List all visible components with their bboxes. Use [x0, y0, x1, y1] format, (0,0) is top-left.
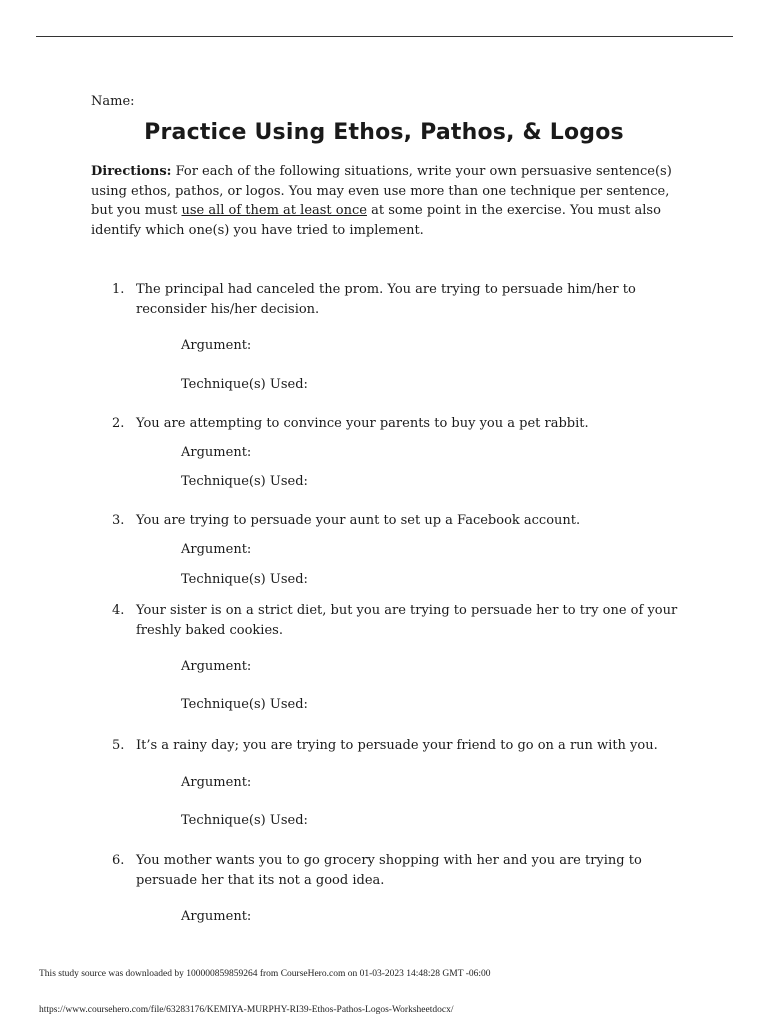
- question-text: You are attempting to convince your parents to buy you a pet rabbit.: [136, 416, 589, 431]
- argument-label: Argument:: [181, 909, 252, 924]
- question-number: 5.: [112, 738, 125, 753]
- directions-text-before: For each of the following situations, write your own persuasive sentence(s) using ethos, pathos, or logos. You may even use more than one technique per sentence, but you must: [91, 164, 672, 218]
- argument-label: Argument:: [181, 659, 252, 674]
- question-number: 2.: [112, 416, 125, 431]
- directions: [91, 162, 676, 240]
- question-number: 1.: [112, 282, 125, 297]
- directions-label: Directions:: [91, 164, 172, 179]
- page-title: Practice Using Ethos, Pathos, & Logos: [144, 120, 624, 145]
- question-text: It’s a rainy day; you are trying to persuade your friend to go on a run with you.: [136, 738, 658, 753]
- technique-label: Technique(s) Used:: [181, 474, 308, 489]
- question-1: [112, 280, 687, 319]
- argument-label: Argument:: [181, 775, 252, 790]
- source-url[interactable]: https://www.coursehero.com/file/63283176/KEMIYA-MURPHY-RI39-Ethos-Pathos-Logos-Worksheetdocx/: [39, 1005, 454, 1015]
- argument-label: Argument:: [181, 445, 252, 460]
- question-2: [112, 414, 687, 434]
- technique-label: Technique(s) Used:: [181, 377, 308, 392]
- argument-label: Argument:: [181, 338, 252, 353]
- argument-label: Argument:: [181, 542, 252, 557]
- technique-label: Technique(s) Used:: [181, 813, 308, 828]
- question-text: You are trying to persuade your aunt to set up a Facebook account.: [136, 513, 581, 528]
- question-5: [112, 736, 687, 756]
- technique-label: Technique(s) Used:: [181, 572, 308, 587]
- download-note: This study source was downloaded by 100000859859264 from CourseHero.com on 01-03-2023 14:48:28 GMT -06:00: [39, 969, 491, 979]
- question-number: 6.: [112, 853, 125, 868]
- technique-label: Technique(s) Used:: [181, 697, 308, 712]
- question-text: The principal had canceled the prom. You are trying to persuade him/her to reconsider his/her decision.: [136, 282, 636, 317]
- question-text: You mother wants you to go grocery shopping with her and you are trying to persuade her that its not a good idea.: [136, 853, 642, 888]
- question-number: 4.: [112, 603, 125, 618]
- question-number: 3.: [112, 513, 125, 528]
- question-text: Your sister is on a strict diet, but you are trying to persuade her to try one of your freshly baked cookies.: [136, 603, 678, 638]
- directions-underlined: use all of them at least once: [181, 203, 367, 218]
- name-label: Name:: [91, 94, 135, 109]
- question-4: [112, 601, 687, 640]
- directions-text-after: at some point in the exercise. You must also identify which one(s) you have tried to implement.: [91, 203, 661, 238]
- question-6: [112, 851, 687, 890]
- top-rule: [36, 36, 733, 37]
- question-3: [112, 511, 687, 531]
